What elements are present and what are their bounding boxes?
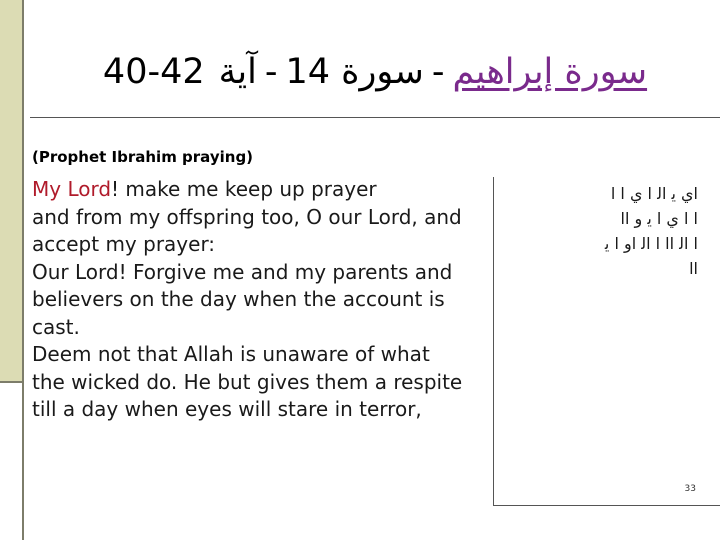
english-line: Deem not that Allah is unaware of what — [32, 342, 430, 366]
arabic-line: اي ﻳ ﺍﻟ ﺍ ي ﺍ ﺍ — [610, 184, 698, 203]
left-decorative-band — [0, 0, 22, 383]
slide-number: 33 — [684, 484, 696, 494]
sura-name: سورة إبراهيم — [452, 52, 648, 92]
verse-range: 40-42 — [102, 52, 205, 92]
english-line: believers on the day when the account is — [32, 287, 445, 311]
english-translation — [32, 176, 490, 424]
english-line: accept my prayer: — [32, 232, 216, 256]
slide-title — [30, 42, 720, 102]
english-line: Our Lord! Forgive me and my parents and — [32, 259, 453, 284]
sura-number: سورة 14 — [285, 52, 424, 92]
arabic-line: ﺍ ﺍ ي ﺍ ﻳ ﻭ ﺍﺍ — [620, 209, 698, 228]
arabic-line: ﺍﺍ — [689, 259, 698, 278]
arabic-text — [500, 181, 698, 281]
english-line: cast. — [32, 314, 80, 339]
left-vertical-rule — [22, 0, 24, 540]
slide-subtitle: (Prophet Ibrahim praying) — [32, 148, 254, 166]
english-line: the wicked do. He but gives them a respite — [32, 369, 463, 394]
bottom-rule — [493, 505, 720, 506]
title-separator-2: - — [264, 52, 278, 92]
aya-word: آية — [218, 52, 257, 92]
line1-rest: ! make me keep up prayer — [111, 177, 377, 201]
arabic-line: ﺍ ﺍﻟ ﺍﺍ ﺍ ﺍﻟ ﺍﻭ ﺍ ﻳ — [604, 234, 698, 253]
english-line: till a day when eyes will stare in terror, — [32, 397, 422, 421]
lord-word: My Lord — [32, 177, 112, 201]
english-line — [32, 176, 490, 204]
english-line: and from my offspring too, O our Lord, and — [32, 204, 462, 229]
title-separator-1: - — [431, 52, 445, 92]
title-underline-rule — [30, 117, 720, 118]
column-divider — [493, 177, 494, 506]
left-horizontal-tick — [0, 381, 24, 383]
